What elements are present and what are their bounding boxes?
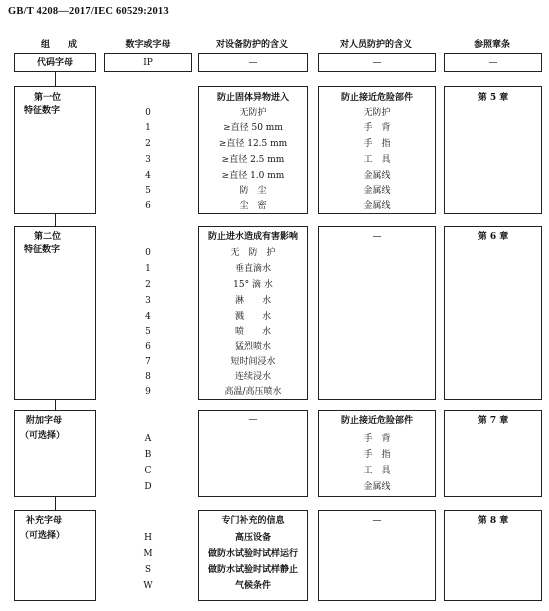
supplementary-equip-item: 气候条件 (234, 581, 271, 591)
supplementary-person: — (372, 516, 382, 526)
first-digit: 2 (145, 139, 151, 149)
additional-person-head: 防止接近危险部件 (340, 416, 413, 426)
second-equip-item: 猛烈喷水 (234, 342, 271, 352)
second-ref-box (444, 226, 542, 400)
first-person-head: 防止接近危险部件 (340, 93, 413, 103)
second-equip-item: 连续浸水 (234, 372, 271, 382)
col-header-composition: 组 成 (40, 40, 77, 50)
code-person: — (372, 58, 382, 68)
first-person-item: 无防护 (363, 108, 391, 118)
second-person-box (318, 226, 436, 400)
second-equip-head: 防止进水造成有害影响 (207, 232, 298, 242)
additional-letter: C (144, 466, 152, 476)
first-equip-item: 防 尘 (239, 186, 267, 196)
connector-line (55, 72, 56, 86)
first-label-2: 特征数字 (24, 106, 61, 116)
additional-label-1: 附加字母 (26, 416, 63, 426)
second-equip-item: 喷 水 (234, 327, 271, 337)
first-equip-item: ≥直径 1.0 mm (221, 171, 285, 181)
first-person-item: 金属线 (363, 171, 391, 181)
additional-ref: 第 7 章 (477, 416, 509, 426)
col-header-person: 对人员防护的含义 (339, 40, 412, 50)
code-ref: — (488, 58, 498, 68)
second-label-2: 特征数字 (24, 245, 61, 255)
second-equip-item: 垂直滴水 (234, 264, 271, 274)
second-equip-item: 短时间浸水 (230, 357, 276, 367)
additional-equip: — (248, 415, 258, 425)
first-digit: 0 (145, 108, 151, 118)
first-person-item: 手 指 (363, 139, 391, 149)
supplementary-letter: M (143, 549, 153, 559)
first-digit: 4 (145, 171, 151, 181)
first-person-item: 手 背 (363, 123, 391, 133)
first-equip-head: 防止固体异物进入 (216, 93, 289, 103)
supplementary-equip-head: 专门补充的信息 (221, 516, 285, 526)
second-digit: 5 (145, 327, 151, 337)
first-digit: 3 (145, 155, 151, 165)
first-digit: 6 (145, 201, 151, 211)
second-digit: 7 (145, 357, 151, 367)
code-label: 代码字母 (36, 58, 73, 68)
additional-letter: D (144, 482, 152, 492)
first-equip-item: 无防护 (239, 108, 267, 118)
supplementary-equip-item: 高压设备 (234, 533, 271, 543)
first-equip-item: ≥直径 12.5 mm (218, 139, 288, 149)
connector-line (55, 214, 56, 226)
code-equip: — (248, 58, 258, 68)
second-digit: 9 (145, 387, 151, 397)
second-digit: 2 (145, 280, 151, 290)
second-digit: 6 (145, 342, 151, 352)
code-value: IP (143, 58, 153, 68)
supplementary-letter: W (143, 581, 153, 591)
col-header-digit-letter: 数字或字母 (125, 40, 171, 50)
additional-letter: B (144, 450, 152, 460)
second-digit: 8 (145, 372, 151, 382)
col-header-equipment: 对设备防护的含义 (215, 40, 288, 50)
col-header-reference: 参照章条 (473, 40, 510, 50)
first-ref-box (444, 86, 542, 214)
second-equip-item: 15° 滴 水 (233, 280, 273, 290)
additional-person-item: 手 背 (363, 434, 391, 444)
first-digit: 5 (145, 186, 151, 196)
additional-letter: A (144, 434, 152, 444)
first-person-item: 金属线 (363, 201, 391, 211)
supplementary-label-2: （可选择） (20, 531, 66, 541)
first-digit: 1 (145, 123, 151, 133)
first-equip-item: ≥直径 50 mm (223, 123, 283, 133)
additional-person-item: 工 具 (363, 466, 391, 476)
second-digit: 3 (145, 296, 151, 306)
first-person-item: 工 具 (363, 155, 391, 165)
additional-person-item: 金属线 (363, 482, 391, 492)
supplementary-equip-item: 做防水试验时试样运行 (207, 549, 298, 559)
second-equip-item: 高温/高压喷水 (224, 387, 282, 397)
second-digit: 1 (145, 264, 151, 274)
first-ref: 第 5 章 (477, 93, 509, 103)
document-code: GB/T 4208—2017/IEC 60529:2013 (8, 6, 169, 17)
additional-label-2: （可选择） (20, 431, 66, 441)
second-equip-item: 无 防 护 (230, 248, 276, 258)
connector-line (55, 400, 56, 410)
second-digit: 0 (145, 248, 151, 258)
first-equip-item: ≥直径 2.5 mm (221, 155, 285, 165)
supplementary-letter: S (144, 565, 152, 575)
supplementary-ref: 第 8 章 (477, 516, 509, 526)
supplementary-equip-item: 做防水试验时试样静止 (207, 565, 298, 575)
connector-line (55, 497, 56, 510)
second-equip-item: 溅 水 (234, 312, 271, 322)
additional-person-item: 手 指 (363, 450, 391, 460)
second-label-1: 第二位 (34, 232, 62, 242)
second-ref: 第 6 章 (477, 232, 509, 242)
supplementary-label-1: 补充字母 (26, 516, 63, 526)
second-equip-item: 淋 水 (234, 296, 271, 306)
first-equip-item: 尘 密 (239, 201, 267, 211)
second-digit: 4 (145, 312, 151, 322)
second-person: — (372, 232, 382, 242)
first-label-1: 第一位 (34, 93, 62, 103)
first-person-item: 金属线 (363, 186, 391, 196)
supplementary-letter: H (144, 533, 152, 543)
